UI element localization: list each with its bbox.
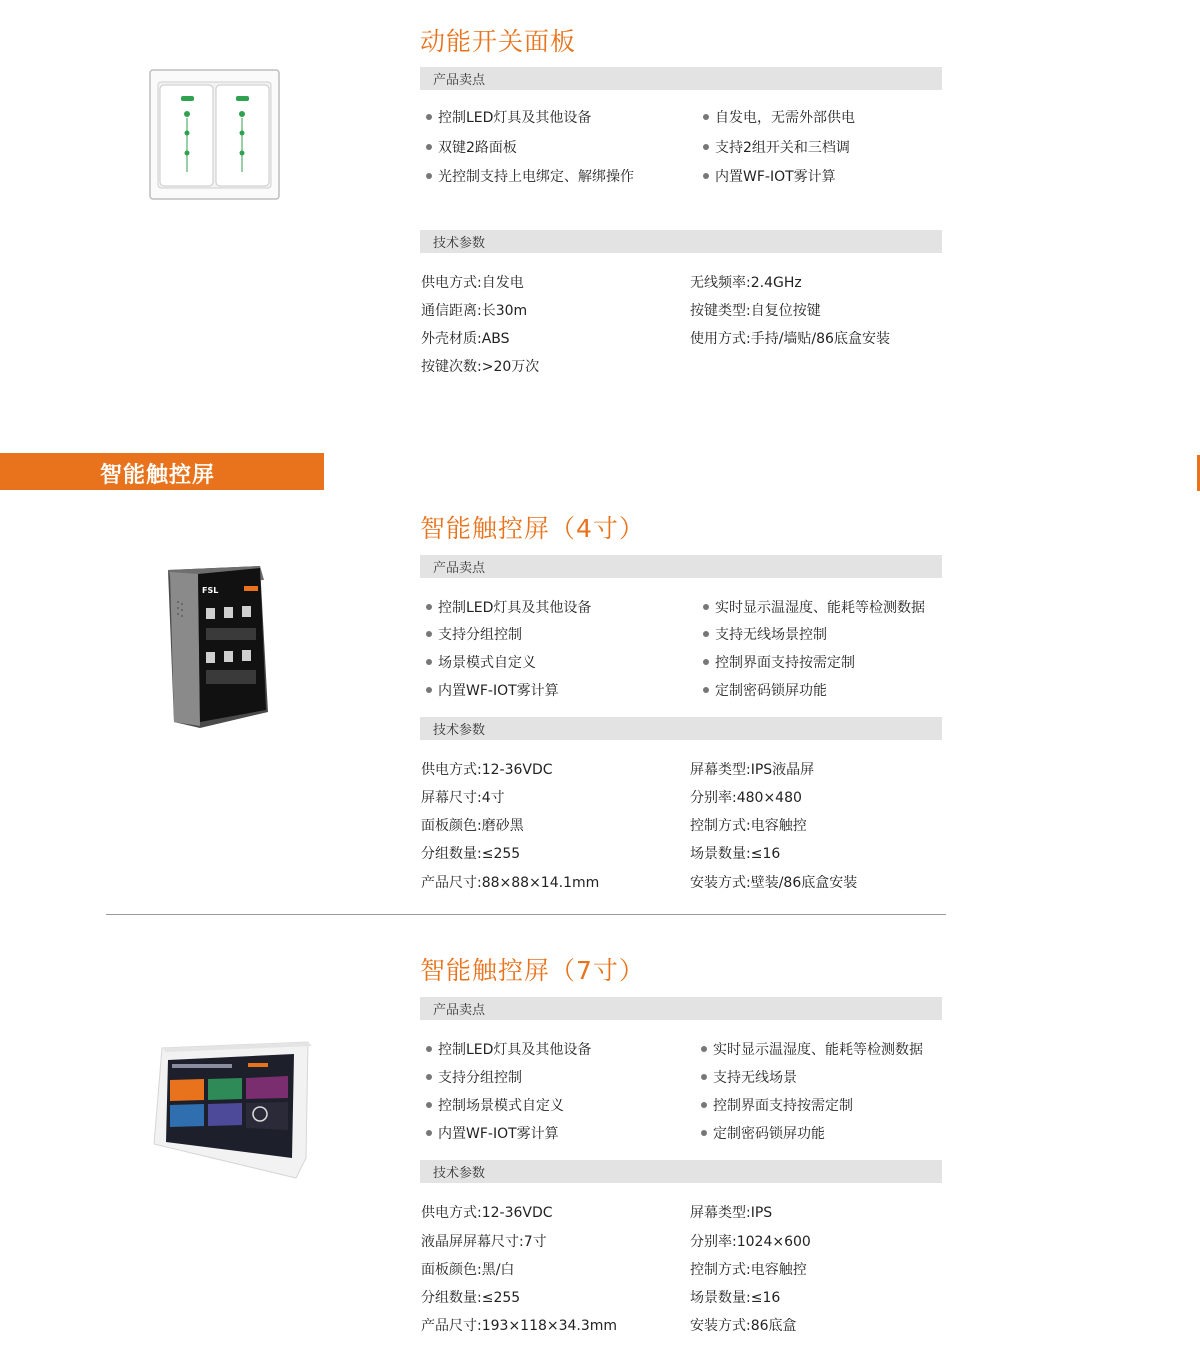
spec-item: 场景数量:≤16 <box>690 846 781 862</box>
specs-heading-bar: 技术参数 <box>420 230 942 253</box>
feature-item: 内置WF-IOT雾计算 <box>703 166 836 186</box>
switch-panel-image <box>148 68 283 202</box>
spec-item: 控制方式:电容触控 <box>690 1262 807 1278</box>
section-divider <box>106 914 946 915</box>
spec-item: 分别率:1024×600 <box>690 1234 811 1250</box>
features-heading-bar: 产品卖点 <box>420 997 942 1020</box>
feature-item: 光控制支持上电绑定、解绑操作 <box>426 166 634 186</box>
feature-item: 内置WF-IOT雾计算 <box>426 680 559 700</box>
spec-item: 供电方式:自发电 <box>421 275 524 291</box>
specs-heading-bar: 技术参数 <box>420 717 942 740</box>
feature-item: 支持2组开关和三档调 <box>703 137 850 157</box>
spec-item: 产品尺寸:88×88×14.1mm <box>421 875 600 891</box>
specs-heading-bar: 技术参数 <box>420 1160 942 1183</box>
product-title-touchscreen-4in: 智能触控屏（4寸） <box>420 514 645 543</box>
spec-item: 分组数量:≤255 <box>421 846 521 862</box>
feature-item: 实时显示温湿度、能耗等检测数据 <box>701 1039 923 1059</box>
spec-item: 液晶屏屏幕尺寸:7寸 <box>421 1234 547 1250</box>
spec-item: 无线频率:2.4GHz <box>690 275 802 291</box>
feature-item: 控制LED灯具及其他设备 <box>426 597 591 617</box>
spec-item: 通信距离:长30m <box>421 303 528 319</box>
spec-item: 供电方式:12-36VDC <box>421 1205 553 1221</box>
touchscreen-7in-image <box>148 1040 316 1182</box>
device-brand-text: FSL <box>202 586 219 595</box>
spec-item: 安装方式:86底盒 <box>690 1318 797 1334</box>
feature-item: 定制密码锁屏功能 <box>701 1123 825 1143</box>
feature-item: 场景模式自定义 <box>426 652 536 672</box>
spec-item: 控制方式:电容触控 <box>690 818 807 834</box>
spec-item: 外壳材质:ABS <box>421 331 510 347</box>
spec-item: 分组数量:≤255 <box>421 1290 521 1306</box>
feature-item: 支持无线场景 <box>701 1067 797 1087</box>
product-title-switch-panel: 动能开关面板 <box>420 27 577 56</box>
feature-item: 支持无线场景控制 <box>703 624 827 644</box>
product-title-touchscreen-7in: 智能触控屏（7寸） <box>420 956 645 985</box>
feature-item: 支持分组控制 <box>426 624 522 644</box>
spec-item: 安装方式:壁装/86底盒安装 <box>690 875 858 891</box>
feature-item: 双键2路面板 <box>426 137 517 157</box>
feature-item: 自发电，无需外部供电 <box>703 107 855 127</box>
features-heading-bar: 产品卖点 <box>420 67 942 90</box>
feature-item: 控制场景模式自定义 <box>426 1095 564 1115</box>
spec-item: 面板颜色:磨砂黑 <box>421 818 524 834</box>
spec-item: 产品尺寸:193×118×34.3mm <box>421 1318 618 1334</box>
spec-item: 分别率:480×480 <box>690 790 802 806</box>
spec-item: 屏幕类型:IPS液晶屏 <box>690 762 815 778</box>
spec-item: 按键类型:自复位按键 <box>690 303 821 319</box>
spec-item: 使用方式:手持/墙贴/86底盒安装 <box>690 331 890 347</box>
spec-item: 屏幕类型:IPS <box>690 1205 773 1221</box>
spec-item: 按键次数:>20万次 <box>421 359 540 375</box>
touchscreen-4in-image <box>160 562 272 732</box>
spec-item: 供电方式:12-36VDC <box>421 762 553 778</box>
spec-item: 面板颜色:黑/白 <box>421 1262 515 1278</box>
feature-item: 实时显示温湿度、能耗等检测数据 <box>703 597 925 617</box>
feature-item: 控制界面支持按需定制 <box>703 652 855 672</box>
feature-item: 控制界面支持按需定制 <box>701 1095 853 1115</box>
feature-item: 控制LED灯具及其他设备 <box>426 107 591 127</box>
spec-item: 场景数量:≤16 <box>690 1290 781 1306</box>
spec-item: 屏幕尺寸:4寸 <box>421 790 505 806</box>
feature-item: 内置WF-IOT雾计算 <box>426 1123 559 1143</box>
feature-item: 控制LED灯具及其他设备 <box>426 1039 591 1059</box>
feature-item: 支持分组控制 <box>426 1067 522 1087</box>
feature-item: 定制密码锁屏功能 <box>703 680 827 700</box>
section-band: 智能触控屏 <box>0 453 324 490</box>
features-heading-bar: 产品卖点 <box>420 555 942 578</box>
